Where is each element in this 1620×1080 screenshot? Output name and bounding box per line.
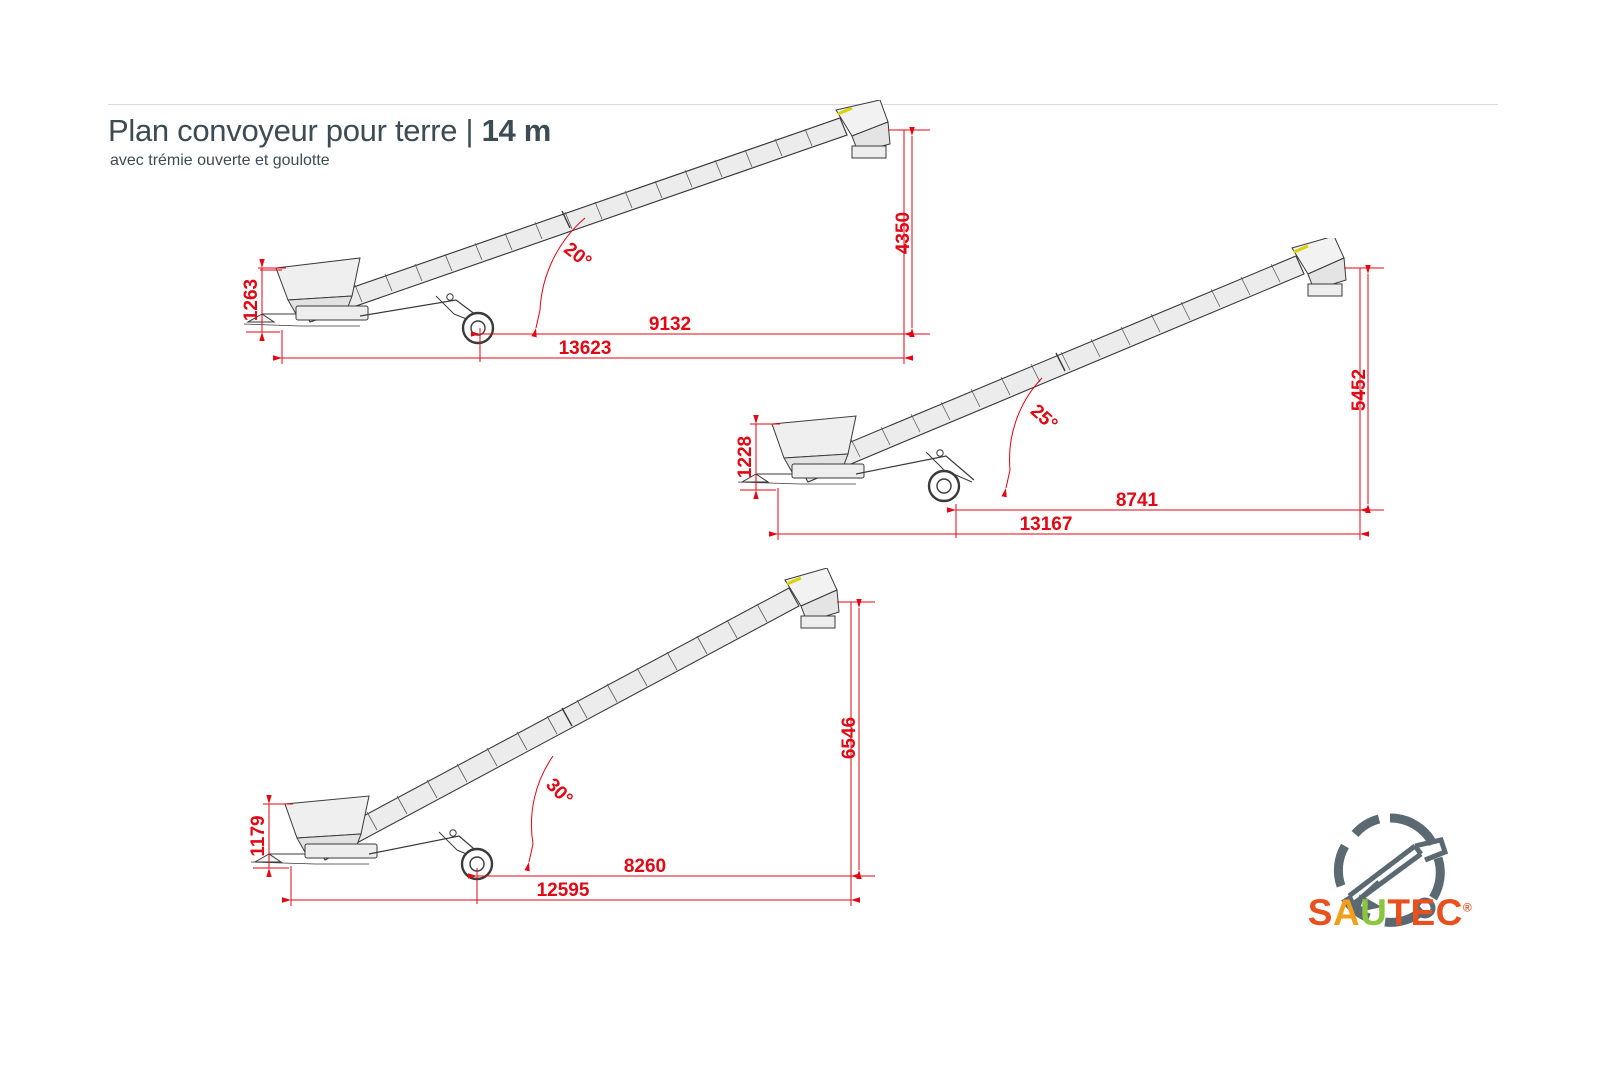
logo-letters-tec: TEC [1387,892,1463,933]
dim-overall-length-20: 13623 [558,338,612,359]
dim-discharge-height-30: 6546 [839,716,860,760]
registered-mark: ® [1462,900,1473,915]
dim-angle-30: 30° [541,774,577,810]
dim-horizontal-reach-30: 8260 [623,856,667,877]
dim-inlet-height-25: 1228 [735,435,756,479]
logo-letter-s: S [1307,892,1333,933]
sautec-logo-text [1295,892,1485,934]
logo-letter-u: U [1360,892,1388,933]
dim-angle-20: 20° [559,238,596,273]
sautec-logo [1295,800,1485,950]
logo-letter-a: A [1332,892,1361,933]
dim-overall-length-30: 12595 [536,880,590,901]
dim-horizontal-reach-20: 9132 [648,314,692,335]
diagram-configuration-30-degrees [245,568,945,948]
dim-discharge-height-20: 4350 [893,211,914,255]
dim-inlet-height-20: 1263 [241,278,262,322]
dim-horizontal-reach-25: 8741 [1115,490,1159,511]
dim-angle-25: 25° [1025,400,1062,436]
diagram-configuration-25-degrees [720,238,1420,568]
page-title-plain: Plan convoyeur pour terre | [108,113,482,148]
page-title-bold: 14 m [481,113,552,148]
dim-overall-length-25: 13167 [1019,514,1073,535]
dim-discharge-height-25: 5452 [1349,368,1370,412]
page-subtitle: avec trémie ouverte et goulotte [110,152,330,169]
dim-inlet-height-30: 1179 [248,815,269,857]
